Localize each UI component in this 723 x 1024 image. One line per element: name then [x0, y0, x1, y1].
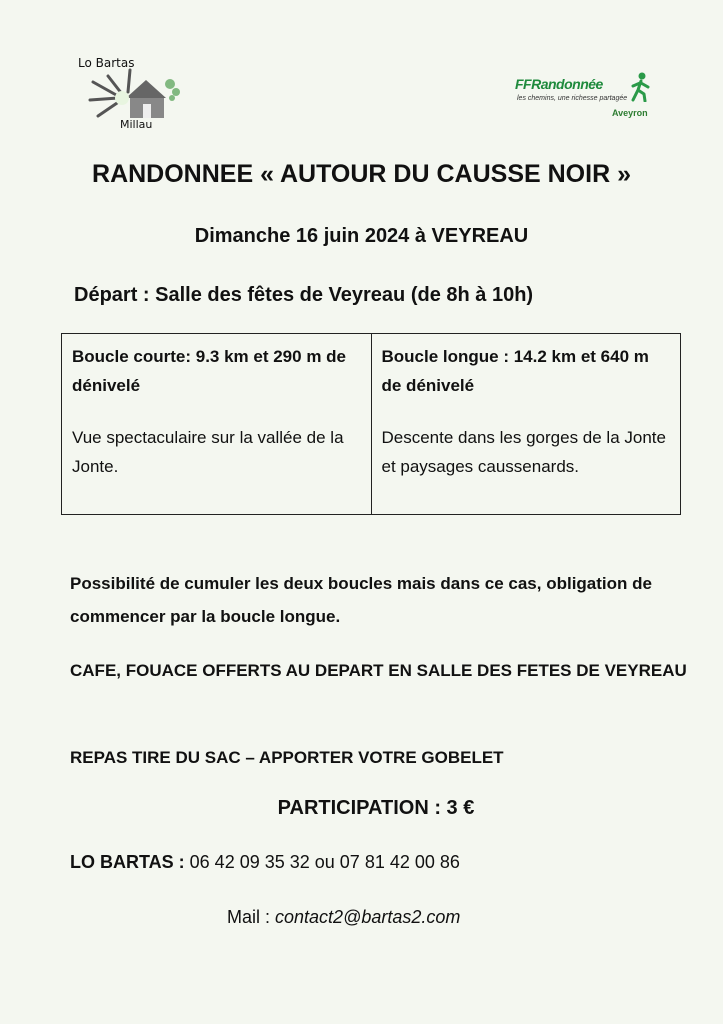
event-departure: Départ : Salle des fêtes de Veyreau (de 8h à 10h) [74, 284, 534, 306]
contact-phones [70, 852, 460, 873]
logo-right-tagline: les chemins, une richesse partagée [517, 95, 628, 102]
loop-long-desc: Descente dans les gorges de la Jonte et paysages caussenards. [381, 428, 666, 476]
note-repas: REPAS TIRE DU SAC – APPORTER VOTRE GOBELET [70, 748, 504, 767]
contact-mail [227, 907, 460, 928]
loop-long-head: Boucle longue : 14.2 km et 640 m de dénivelé [381, 347, 649, 395]
bartas-house-icon [88, 68, 183, 123]
note-cafe: CAFE, FOUACE OFFERTS AU DEPART EN SALLE DES FETES DE VEYREAU [70, 661, 687, 680]
logo-left-top-text: Lo Bartas [78, 56, 135, 70]
logo-right-brand: FFRandonnée [515, 76, 603, 92]
contact-label: LO BARTAS : [70, 852, 185, 872]
lo-bartas-logo [70, 52, 185, 132]
contact-numbers: 06 42 09 35 32 ou 07 81 42 00 86 [184, 852, 460, 872]
ffrandonnee-logo [515, 76, 655, 121]
loop-short-head: Boucle courte: 9.3 km et 290 m de dénivelé [72, 347, 346, 395]
logo-left-bottom-text: Millau [120, 118, 153, 131]
note-cumul: Possibilité de cumuler les deux boucles mais dans ce cas, obligation de commencer par la boucle longue. [70, 574, 652, 626]
logo-right-region: Aveyron [612, 108, 648, 118]
mail-address[interactable]: contact2@bartas2.com [275, 907, 461, 927]
loop-long [371, 334, 681, 514]
mail-label: Mail : [227, 907, 276, 927]
event-date: Dimanche 16 juin 2024 à VEYREAU [194, 225, 529, 247]
hiker-icon [629, 72, 653, 102]
event-title: RANDONNEE « AUTOUR DU CAUSSE NOIR » [92, 160, 631, 188]
loops-table [61, 333, 681, 515]
participation-fee: PARTICIPATION : 3 € [277, 797, 475, 819]
loop-short [62, 334, 371, 514]
loop-short-desc: Vue spectaculaire sur la vallée de la Jonte. [72, 428, 344, 476]
